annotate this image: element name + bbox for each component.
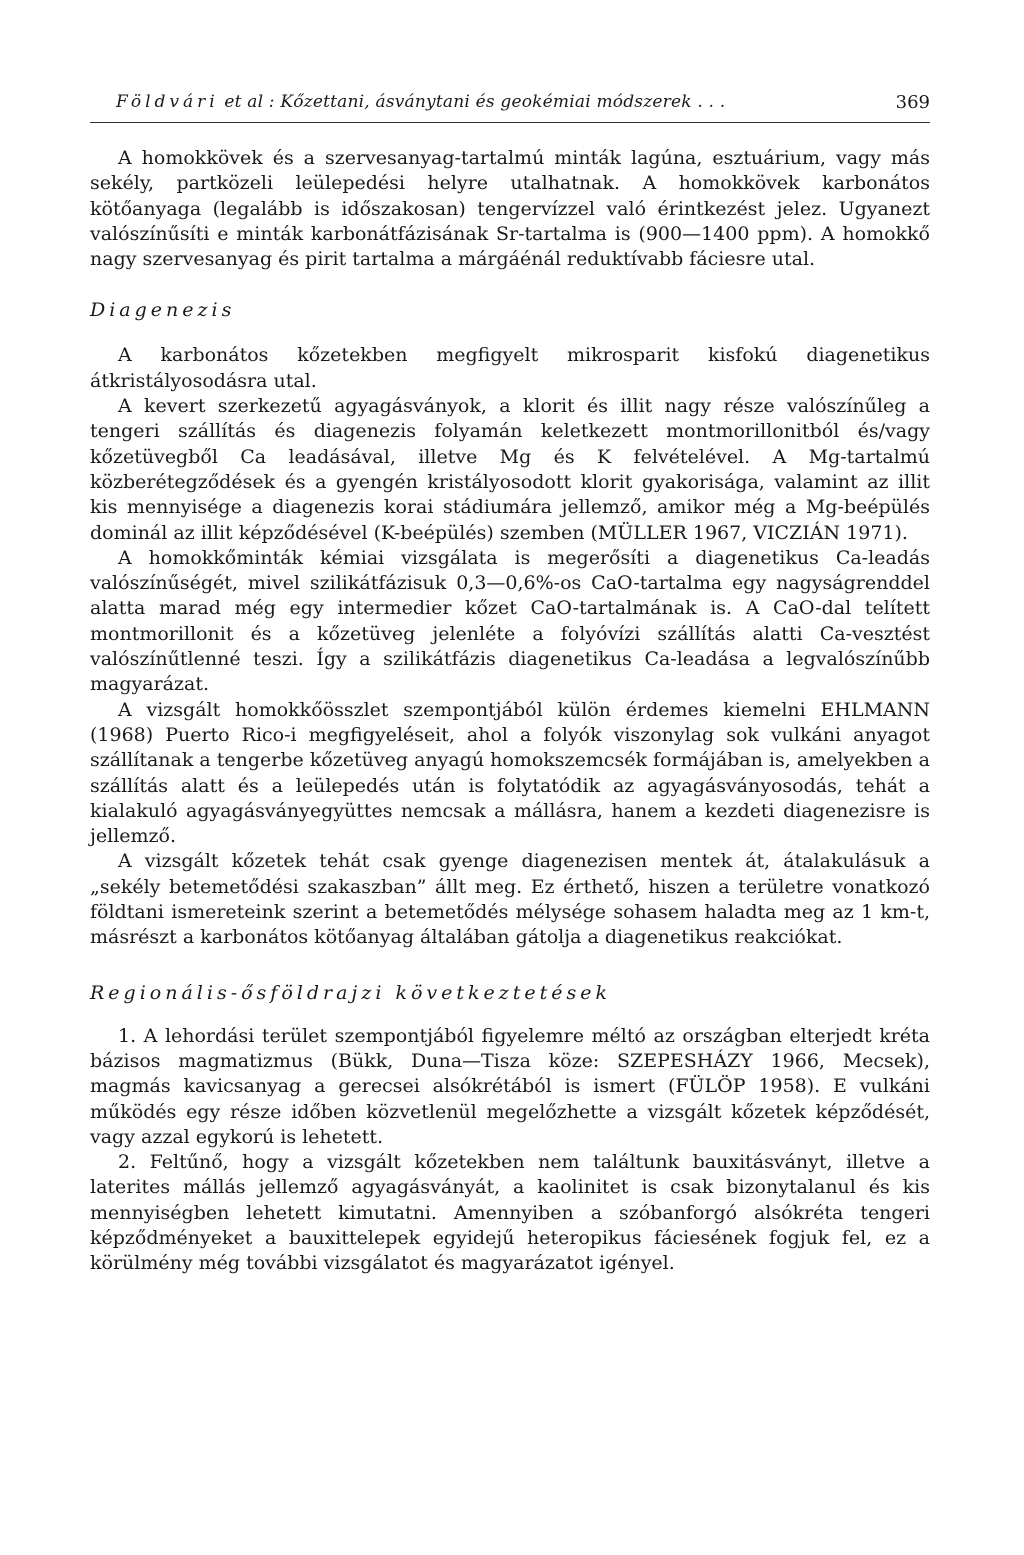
header-rule	[90, 122, 930, 123]
paragraph-diagenezis-5: A vizsgált kőzetek tehát csak gyenge diagenezisen mentek át, átalakulásuk a „sekély betemetődési szakaszban” állt meg. Ez érthető, hiszen a területre vonatkozó földtani ismereteink szerint a betemetődés mélysége sohasem haladta meg az 1 km-t, másrészt a karbonátos kötőanyag általában gátolja a diagenetikus reakciókat.	[90, 850, 930, 949]
paragraph-diagenezis-1: A karbonátos kőzetekben megfigyelt mikrosparit kisfokú diagenetikus átkristályosodásra utal.	[90, 344, 930, 392]
paragraph-diagenezis-3: A homokkőminták kémiai vizsgálata is megerősíti a diagenetikus Ca-leadás valószínűségét, mivel szilikátfázisuk 0,3—0,6%-os CaO-tartalma egy nagyságrenddel alatta marad még egy intermedier kőzet CaO-tartalmának is. A CaO-dal telített montmorillonit és a kőzetüveg jelenléte a folyóvízi szállítás alatti Ca-vesztést valószínűtlenné teszi. Így a szilikátfázis diagenetikus Ca-leadása a legvalószínűbb magyarázat.	[90, 546, 930, 696]
section-heading-regional: Regionális-ősföldrajzi következtetések	[90, 981, 612, 1004]
paragraph-intro-1: A homokkövek és a szervesanyag-tartalmú minták lagúna, esztuárium, vagy más sekély, partközeli leülepedési helyre utalhatnak. A homokkövek karbonátos kötőanyaga (legalább is időszakosan) tengervízzel való érintkezést jelez. Ugyanezt valószínűsíti e minták karbonátfázisának Sr-tartalma is (900—1400 ppm). A homokkő nagy szervesanyag és pirit tartalma a márgáénál reduktívabb fáciesre utal.	[90, 147, 930, 271]
running-title-author: Földvári	[116, 92, 219, 112]
body-text	[90, 146, 930, 1277]
section-heading-diagenezis: Diagenezis	[90, 299, 236, 322]
running-header	[90, 92, 930, 118]
running-title-rest: et al : Kőzettani, ásványtani és geokémiai módszerek . . .	[218, 92, 726, 112]
paragraph-diagenezis-4: A vizsgált homokkőösszlet szempontjából külön érdemes kiemelni EHLMANN (1968) Puerto Rico-i megfigyeléseit, ahol a folyók viszonylag sok vulkáni anyagot szállítanak a tengerbe kőzetüveg anyagú homokszemcsék formájában is, amelyekben a szállítás alatt és a leülepedés után is folytatódik az agyagásványosodás, tehát a kialakuló agyagásványegyüttes nemcsak a mállásra, hanem a kezdeti diagenezisre is jellemző.	[90, 698, 930, 848]
page-number: 369	[895, 92, 930, 113]
paragraph-regional-2: 2. Feltűnő, hogy a vizsgált kőzetekben nem találtunk bauxitásványt, illetve a laterites mállás jellemző agyagásványát, a kaolinitet is csak bizonytalanul és kis mennyiségben lehetett kimutatni. Amennyiben a szóbanforgó alsókréta tengeri képződményeket a bauxittelepek egyidejű heteropikus fáciesének fogjuk fel, ez a körülmény még további vizsgálatot és magyarázatot igényel.	[90, 1151, 930, 1275]
running-title	[116, 92, 725, 112]
paragraph-diagenezis-2: A kevert szerkezetű agyagásványok, a klorit és illit nagy része valószínűleg a tengeri szállítás és diagenezis folyamán keletkezett montmorillonitból és/vagy kőzetüvegből Ca leadásával, illetve Mg és K felvételével. A Mg-tartalmú közberétegződések és a gyengén kristályosodott klorit gyakorisága, valamint az illit kis mennyisége a diagenezis korai stádiumára jellemző, amikor még a Mg-beépülés dominál az illit képződésével (K-beépülés) szemben (MÜLLER 1967, VICZIÁN 1971).	[90, 395, 930, 544]
paragraph-regional-1: 1. A lehordási terület szempontjából figyelemre méltó az országban elterjedt kréta bázisos magmatizmus (Bükk, Duna—Tisza köze: SZEPESHÁZY 1966, Mecsek), magmás kavicsanyag a gerecsei alsókrétából is ismert (FÜLÖP 1958). E vulkáni működés egy része időben közvetlenül megelőzhette a vizsgált kőzetek képződését, vagy azzal egykorú is lehetett.	[90, 1024, 930, 1148]
